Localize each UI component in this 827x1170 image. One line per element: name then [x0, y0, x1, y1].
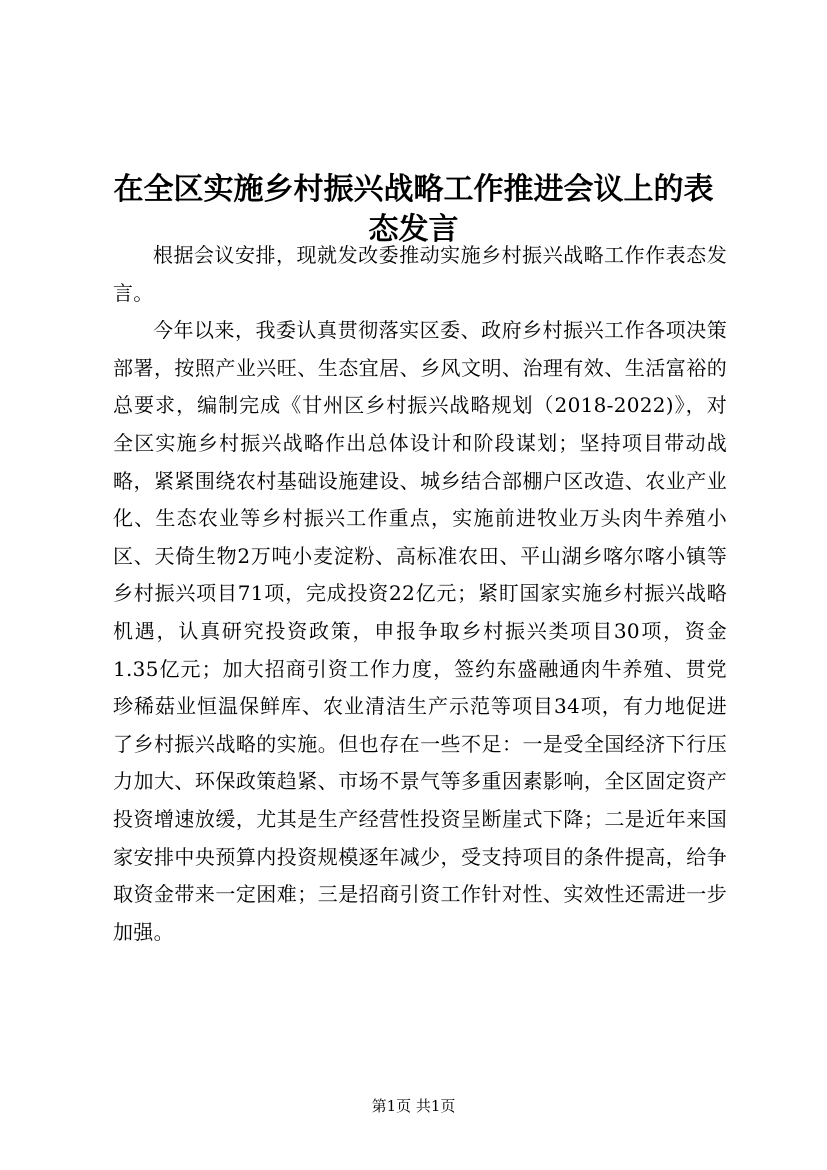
page-number: 第1页 共1页: [371, 1097, 456, 1115]
document-body: [113, 237, 727, 951]
paragraph-intro: 根据会议安排，现就发改委推动实施乡村振兴战略工作作表态发言。: [113, 243, 727, 305]
paragraph-main: 今年以来，我委认真贯彻落实区委、政府乡村振兴工作各项决策部署，按照产业兴旺、生态宜居、乡风文明、治理有效、生活富裕的总要求，编制完成《甘州区乡村振兴战略规划（2018-2022)》，对全区实施乡村振兴战略作出总体设计和阶段谋划；坚持项目带动战略，紧紧围绕农村基础设施建设、城乡结合部棚户区改造、农业产业化、生态农业等乡村振兴工作重点，实施前进牧业万头肉牛养殖小区、天倚生物2万吨小麦淀粉、高标准农田、平山湖乡喀尔喀小镇等乡村振兴项目71项，完成投资22亿元；紧盯国家实施乡村振兴战略机遇，认真研究投资政策，申报争取乡村振兴类项目30项，资金1.35亿元；加大招商引资工作力度，签约东盛融通肉牛养殖、贯党珍稀菇业恒温保鲜库、农业清洁生产示范等项目34项，有力地促进了乡村振兴战略的实施。但也存在一些不足：一是受全国经济下行压力加大、环保政策趋紧、市场不景气等多重因素影响，全区固定资产投资增速放缓，尤其是生产经营性投资呈断崖式下降；二是近年来国家安排中央预算内投资规模逐年减少，受支持项目的条件提高，给争取资金带来一定困难；三是招商引资工作针对性、实效性还需进一步加强。: [113, 318, 727, 944]
document-title: 在全区实施乡村振兴战略工作推进会议上的表态发言: [113, 172, 714, 248]
